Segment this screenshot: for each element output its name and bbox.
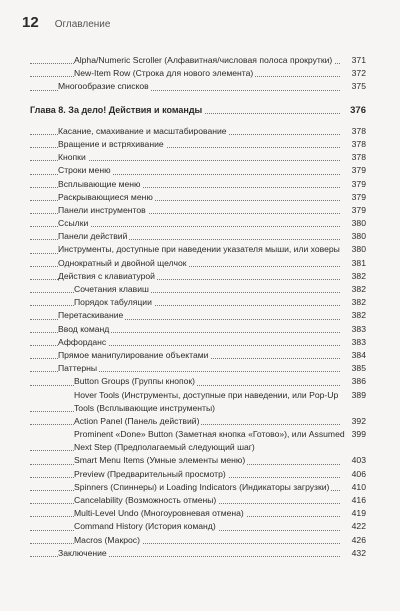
toc-entry-title: Действия с клавиатурой: [58, 270, 155, 281]
toc-entry-title: Ссылки: [58, 218, 89, 229]
toc-entry-page: 378: [351, 152, 366, 163]
toc-entry: [30, 164, 366, 177]
toc-entry-title: Паттерны: [58, 363, 98, 374]
toc-entry: [30, 138, 366, 151]
toc-entry-page: 372: [351, 68, 366, 79]
toc-entry-title: Сочетания клавиш: [74, 284, 149, 294]
toc-entry: [30, 125, 366, 138]
toc-entry-page: 378: [351, 138, 366, 149]
toc-entry: [30, 54, 366, 67]
toc-entry-title: Однократный и двойной щелчок: [58, 257, 187, 268]
toc-entry-page: 382: [351, 310, 366, 321]
toc-entry-page: 410: [351, 481, 366, 492]
toc-entry: [30, 389, 366, 415]
toc-entry: [30, 494, 366, 507]
toc-entry: [30, 283, 366, 296]
toc-entry: [30, 415, 366, 428]
toc-entry-title: Глава 8. За дело! Действия и команды: [30, 104, 203, 115]
toc-entry: [30, 534, 366, 547]
toc-entry: [30, 362, 366, 375]
toc-entry-title: Alpha/Numeric Scroller (Алфавитная/числовая полоса прокрутки): [74, 55, 333, 65]
toc-entry: [30, 178, 366, 191]
toc-entry-page: 432: [351, 547, 366, 558]
toc-entry-page: 379: [351, 204, 366, 215]
toc-chapter-entry: [30, 104, 366, 117]
toc-entry-page: 383: [351, 336, 366, 347]
toc-entry-title: Command History (История команд): [74, 521, 216, 532]
toc-entry-title: Кнопки: [58, 152, 86, 163]
toc-entry: [30, 468, 366, 481]
page-number: 12: [22, 14, 39, 31]
toc-entry-page: 379: [351, 165, 366, 176]
toc-entry-title: Button Groups (Группы кнопок): [74, 376, 196, 387]
toc-entry-page: 382: [351, 270, 366, 281]
toc-entry: [30, 507, 366, 520]
toc-entry: [30, 336, 366, 349]
toc-entry-title: Preview (Предварительный просмотр): [74, 468, 226, 479]
page-header: [22, 14, 378, 31]
toc-entry: [30, 309, 366, 322]
toc-entry: [30, 296, 366, 309]
toc-entry-page: 380: [351, 244, 366, 255]
toc-entry-title: Вращение и встряхивание: [58, 138, 164, 149]
toc-entry-page: 375: [351, 81, 366, 92]
toc-entry-page: 378: [351, 125, 366, 136]
toc-entry-title: Ввод команд: [58, 323, 110, 334]
toc-entry: [30, 257, 366, 270]
toc-entry-title: Порядок табуляции: [74, 297, 152, 308]
toc-entry-page: 385: [351, 363, 366, 374]
toc-entry-page: 399: [351, 429, 366, 440]
toc-entry-page: 382: [351, 297, 366, 308]
table-of-contents: [30, 54, 366, 560]
toc-entry-title: Касание, смахивание и масштабирование: [58, 125, 227, 136]
toc-entry-title: Action Panel (Панель действий): [74, 415, 200, 426]
toc-entry-page: 389: [351, 389, 366, 400]
toc-entry-title: Hover Tools (Инструменты, доступные при наведении, или Pop-Up Tools (Всплывающие инструменты): [74, 389, 361, 415]
toc-entry-title: Строки меню: [58, 165, 111, 176]
toc-entry-page: 380: [351, 231, 366, 242]
toc-entry-page: 379: [351, 178, 366, 189]
toc-entry-page: 382: [351, 284, 366, 294]
toc-entry-page: 376: [350, 104, 366, 116]
toc-entry-title: Всплывающие меню: [58, 178, 141, 189]
toc-entry-title: Prominent «Done» Button (Заметная кнопка «Готово»), или Assumed Next Step (Предполагаемый следующий шаг): [74, 428, 361, 454]
toc-entry-title: Аффорданс: [58, 336, 107, 347]
toc-entry-page: 371: [351, 55, 366, 65]
toc-entry-title: Панели инструментов: [58, 204, 146, 215]
toc-entry-title: Многообразие списков: [58, 81, 149, 92]
toc-entry-title: Cancelability (Возможность отмены): [74, 495, 217, 506]
toc-entry-page: 384: [351, 349, 366, 360]
toc-entry: [30, 151, 366, 164]
toc-entry-title: Smart Menu Items (Умные элементы меню): [74, 455, 246, 466]
toc-entry-page: 426: [351, 534, 366, 545]
toc-entry-page: 406: [351, 468, 366, 479]
toc-entry: [30, 375, 366, 388]
toc-entry-page: 381: [351, 257, 366, 268]
toc-entry: [30, 217, 366, 230]
toc-entry: [30, 204, 366, 217]
toc-entry-title: Панели действий: [58, 231, 128, 242]
toc-entry: [30, 547, 366, 560]
toc-entry-page: 379: [351, 191, 366, 202]
toc-entry-title: Macros (Макрос): [74, 534, 140, 545]
running-title: Оглавление: [54, 19, 111, 30]
toc-entry-page: 380: [351, 218, 366, 229]
toc-entry: [30, 454, 366, 467]
toc-entry: [30, 80, 366, 93]
toc-entry-title: Раскрывающиеся меню: [58, 191, 153, 202]
toc-entry-page: 422: [351, 521, 366, 532]
toc-entry: [30, 243, 366, 256]
toc-entry-title: Заключение: [58, 547, 107, 558]
toc-entry: [30, 270, 366, 283]
toc-entry-page: 392: [351, 415, 366, 426]
toc-entry-page: 386: [351, 376, 366, 387]
toc-entry-title: Spinners (Спиннеры) и Loading Indicators (Индикаторы загрузки): [74, 481, 330, 492]
toc-entry-page: 416: [351, 495, 366, 506]
toc-entry-page: 383: [351, 323, 366, 334]
toc-entry: [30, 230, 366, 243]
toc-entry: [30, 349, 366, 362]
toc-entry: [30, 323, 366, 336]
toc-entry: [30, 481, 366, 494]
toc-entry-title: Multi-Level Undo (Многоуровневая отмена): [74, 508, 244, 519]
toc-entry: [30, 520, 366, 533]
toc-entry-page: 403: [351, 455, 366, 466]
toc-entry-page: 419: [351, 508, 366, 519]
toc-entry: [30, 191, 366, 204]
toc-entry: [30, 67, 366, 80]
toc-entry-title: New-Item Row (Строка для нового элемента): [74, 68, 254, 79]
toc-entry-title: Инструменты, доступные при наведении указателя мыши, или ховеры: [58, 244, 340, 255]
toc-entry-title: Прямое манипулирование объектами: [58, 349, 209, 360]
toc-entry-title: Перетаскивание: [58, 310, 124, 321]
toc-entry: [30, 428, 366, 454]
